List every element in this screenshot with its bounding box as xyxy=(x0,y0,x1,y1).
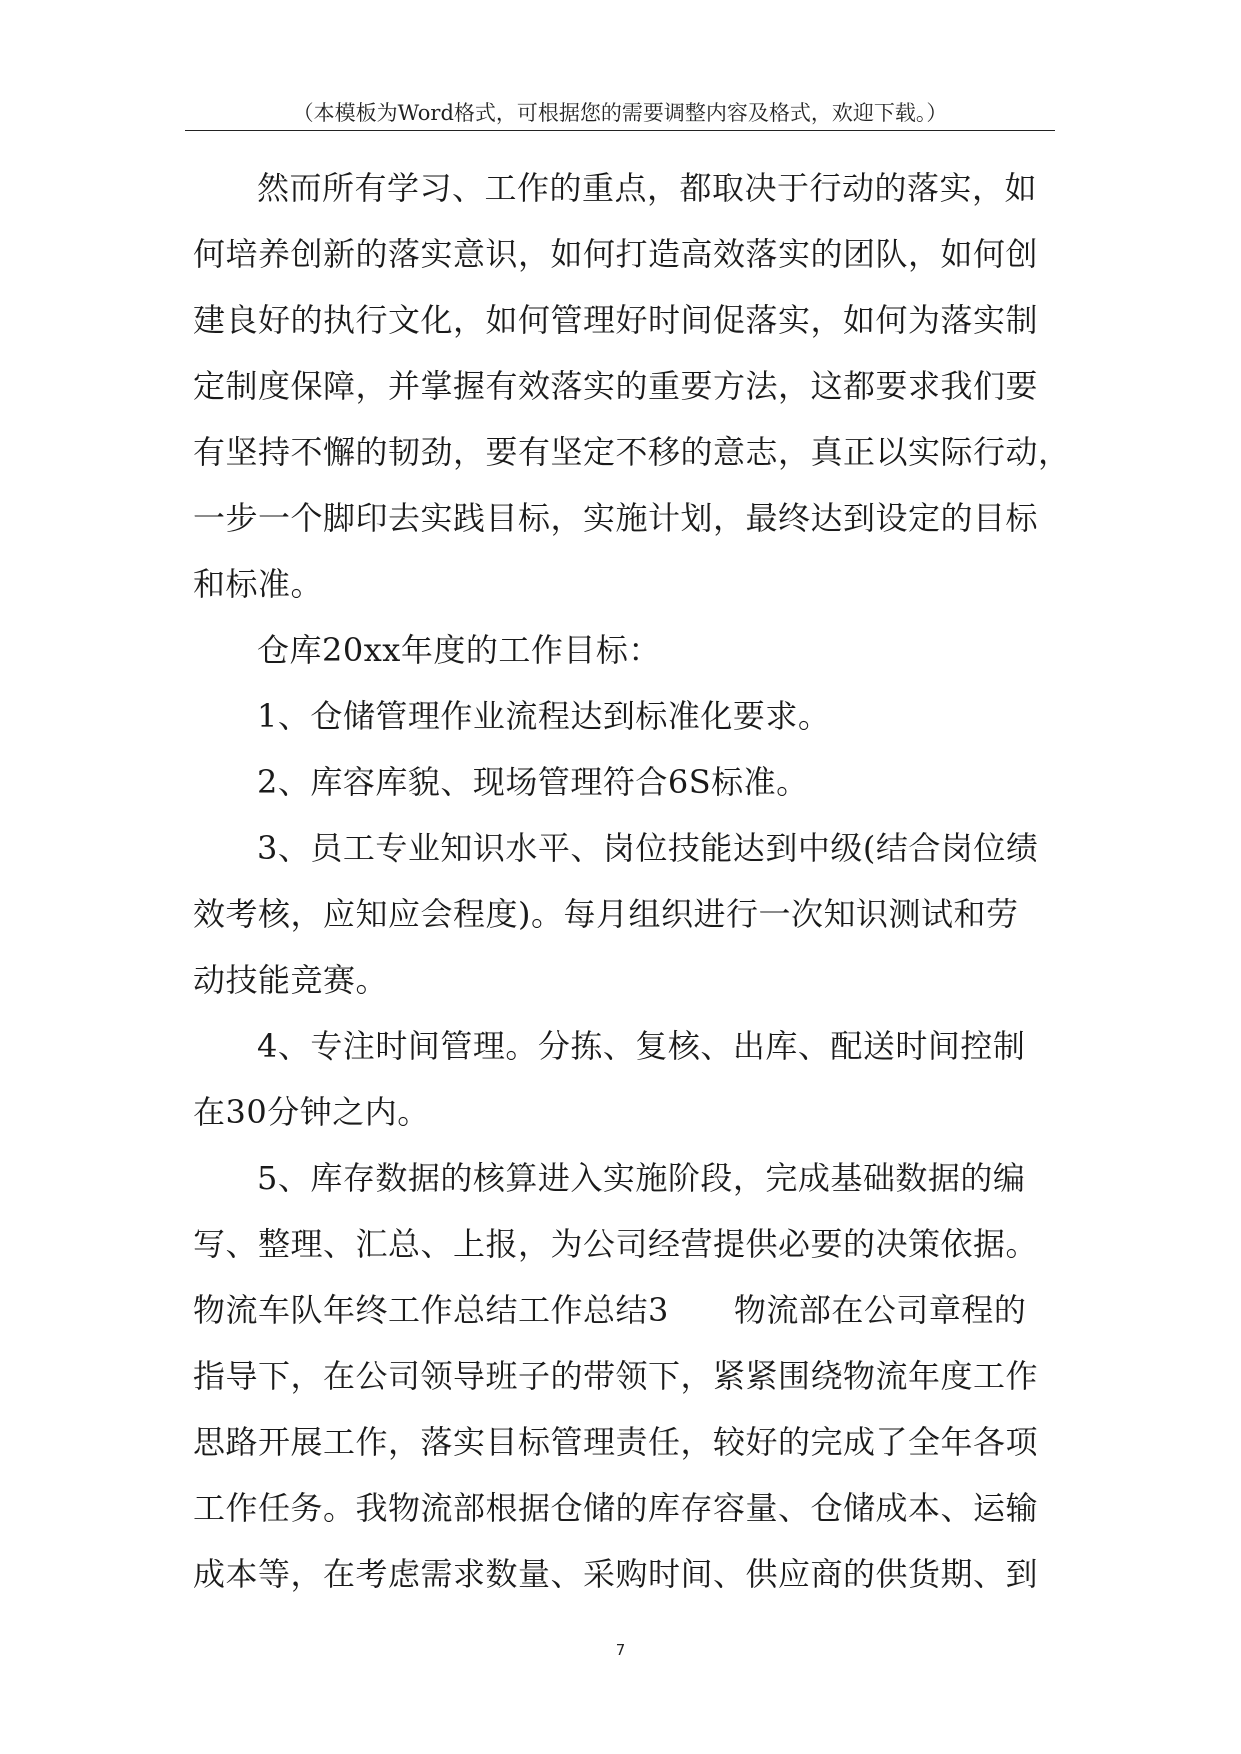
text-line: 物流车队年终工作总结工作总结3 物流部在公司章程的 xyxy=(193,1291,1027,1329)
text-line: 在30分钟之内。 xyxy=(193,1093,430,1131)
text-line: 然而所有学习、工作的重点，都取决于行动的落实，如 xyxy=(257,169,1038,207)
text-line: 4、专注时间管理。分拣、复核、出库、配送时间控制 xyxy=(257,1027,1026,1065)
header-note: （本模板为Word格式，可根据您的需要调整内容及格式，欢迎下载。） xyxy=(292,101,948,125)
text-line: 和标准。 xyxy=(193,565,324,603)
text-line: 5、库存数据的核算进入实施阶段，完成基础数据的编 xyxy=(257,1159,1026,1197)
text-line: 建良好的执行文化，如何管理好时间促落实，如何为落实制 xyxy=(193,301,1039,339)
text-line: 定制度保障，并掌握有效落实的重要方法，这都要求我们要 xyxy=(193,367,1039,405)
text-line: 3、员工专业知识水平、岗位技能达到中级(结合岗位绩 xyxy=(257,829,1039,867)
text-line: 写、整理、汇总、上报，为公司经营提供必要的决策依据。 xyxy=(193,1225,1039,1263)
text-line: 效考核，应知应会程度)。每月组织进行一次知识测试和劳 xyxy=(193,895,1019,933)
text-line: 1、仓储管理作业流程达到标准化要求。 xyxy=(257,697,831,735)
text-line: 思路开展工作，落实目标管理责任，较好的完成了全年各项 xyxy=(193,1423,1039,1461)
text-line: 指导下，在公司领导班子的带领下，紧紧围绕物流年度工作 xyxy=(193,1357,1039,1395)
text-line: 动技能竞赛。 xyxy=(193,961,389,999)
text-line: 成本等，在考虑需求数量、采购时间、供应商的供货期、到 xyxy=(193,1555,1039,1593)
text-line: 仓库20xx年度的工作目标： xyxy=(257,631,661,669)
text-line: 有坚持不懈的韧劲，要有坚定不移的意志，真正以实际行动， xyxy=(193,433,1071,471)
document-body xyxy=(193,155,1071,1607)
header-divider xyxy=(185,130,1055,131)
text-line: 何培养创新的落实意识，如何打造高效落实的团队，如何创 xyxy=(193,235,1039,273)
page-number: 7 xyxy=(615,1641,626,1659)
text-line: 工作任务。我物流部根据仓储的库存容量、仓储成本、运输 xyxy=(193,1489,1039,1527)
text-line: 一步一个脚印去实践目标，实施计划，最终达到设定的目标 xyxy=(193,499,1039,537)
text-line: 2、库容库貌、现场管理符合6S标准。 xyxy=(257,763,809,801)
